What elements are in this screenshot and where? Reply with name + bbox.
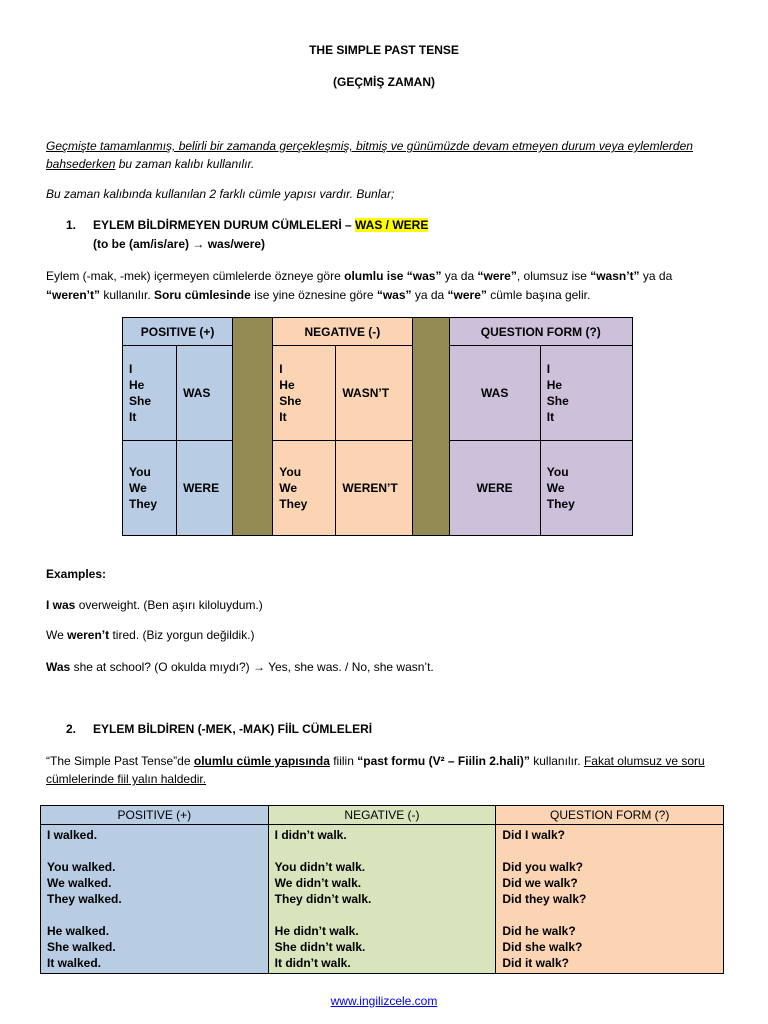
desc-part: kullanılır. (529, 754, 584, 768)
example-1 (46, 598, 263, 612)
section2-heading: EYLEM BİLDİREN (-MEK, -MAK) FİİL CÜMLELERİ (93, 722, 373, 736)
page-subtitle: (GEÇMİŞ ZAMAN) (333, 75, 435, 89)
desc-part: Eylem (-mak, -mek) içermeyen cümlelerde özneye göre (46, 269, 345, 283)
pronoun: She (279, 394, 302, 408)
examples-label: Examples: (46, 567, 107, 581)
pronoun: They (546, 497, 575, 511)
desc-part: , olumsuz ise (516, 269, 591, 283)
sentence: They didn’t walk. (274, 892, 372, 906)
sentence: It didn’t walk. (274, 956, 351, 970)
pronoun-cell (273, 346, 336, 441)
header-positive: POSITIVE (+) (123, 318, 233, 346)
section2-number: 2. (66, 722, 77, 736)
desc-part: “weren’t” (46, 288, 101, 302)
section1-number: 1. (66, 218, 77, 232)
header-negative: NEGATIVE (-) (273, 318, 412, 346)
sentence: Did they walk? (502, 892, 587, 906)
sentence: She didn’t walk. (274, 940, 366, 954)
separator-column (233, 318, 273, 536)
desc-part: “were” (477, 269, 517, 283)
example-part: tired. (Biz yorgun değildik.) (109, 628, 255, 642)
pronoun-cell (123, 346, 177, 441)
pronoun: I (129, 362, 133, 376)
sentence: He didn’t walk. (274, 924, 359, 938)
sentence: She walked. (47, 940, 116, 954)
sentence: I walked. (47, 828, 98, 842)
pronoun: It (129, 410, 137, 424)
example-part: I was (46, 598, 76, 612)
sentence: Did he walk? (502, 924, 576, 938)
desc-part: kullanılır. (100, 288, 155, 302)
header-question: QUESTION FORM (?) (449, 318, 632, 346)
pronoun: You (546, 465, 569, 479)
sentence: You walked. (47, 860, 116, 874)
sentence: Did you walk? (502, 860, 583, 874)
intro-underlined: Geçmişte tamamlanmış, belirli bir zamanda gerçekleşmiş, bitmiş ve günümüzde devam etmeyen durum veya eylemlerden bahsederken (46, 139, 693, 171)
verb-cell: WERE (177, 441, 233, 536)
verb-cell: WAS (177, 346, 233, 441)
header-positive: POSITIVE (+) (41, 806, 269, 825)
desc-part: ya da (411, 288, 448, 302)
desc-part: olumlu cümle yapısında (193, 754, 330, 768)
pronoun: I (546, 362, 551, 376)
desc-part: cümle başına gelir. (486, 288, 591, 302)
header-negative: NEGATIVE (-) (268, 806, 496, 825)
sentence: They walked. (47, 892, 122, 906)
walk-table (40, 805, 724, 974)
pronoun-cell (540, 441, 632, 536)
pronoun: He (546, 378, 563, 392)
desc-part: ise yine öznesine göre (250, 288, 377, 302)
example-3 (46, 660, 434, 674)
pronoun: We (129, 481, 147, 495)
intro-paragraph (46, 137, 726, 173)
intro-rest: bu zaman kalıbı kullanılır. (115, 157, 255, 171)
desc-part: ya da (441, 269, 478, 283)
sentence: It walked. (47, 956, 102, 970)
desc-part: “were” (447, 288, 487, 302)
sentence: We didn’t walk. (274, 876, 362, 890)
desc-part: “wasn’t” (590, 269, 640, 283)
pronoun: They (279, 497, 308, 511)
question-column (496, 825, 724, 974)
verb-cell: WERE (449, 441, 540, 536)
section1-description (46, 267, 726, 305)
pronoun: I (279, 362, 283, 376)
example-part: overweight. (Ben aşırı kiloluydum.) (75, 598, 263, 612)
pronoun: She (129, 394, 152, 408)
sentence: Did we walk? (502, 876, 578, 890)
section1-sub: (to be (am/is/are) → was/were) (93, 237, 266, 251)
sentence: Did I walk? (502, 828, 565, 842)
negative-column (268, 825, 496, 974)
pronoun: It (546, 410, 555, 424)
header-question: QUESTION FORM (?) (496, 806, 724, 825)
desc-part: ya da (639, 269, 673, 283)
pronoun: He (129, 378, 145, 392)
desc-part: fiilin (329, 754, 358, 768)
pronoun-cell (540, 346, 632, 441)
desc-part: “past formu (V² – Fiilin 2.hali)” (357, 754, 530, 768)
footer-website-link[interactable]: www.ingilizcele.com (330, 994, 438, 1008)
was-were-table (122, 317, 633, 536)
pronoun: She (546, 394, 569, 408)
example-part: We (46, 628, 68, 642)
section1-heading (93, 218, 428, 232)
pronoun: He (279, 378, 295, 392)
pronoun: We (546, 481, 565, 495)
desc-part: Fakat olumsuz ve soru cümlelerinde fiil yalın haldedir. (46, 754, 705, 786)
verb-cell: WEREN’T (336, 441, 412, 536)
pronoun: We (279, 481, 298, 495)
verb-cell: WASN’T (336, 346, 412, 441)
page-title: THE SIMPLE PAST TENSE (309, 43, 459, 57)
pronoun: You (129, 465, 151, 479)
sentence: He walked. (47, 924, 110, 938)
sentence: I didn’t walk. (274, 828, 347, 842)
example-part: she at school? (O okulda mıydı?) → Yes, she was. / No, she wasn’t. (70, 660, 434, 674)
example-part: weren’t (67, 628, 110, 642)
section2-description (46, 752, 726, 788)
desc-part: Soru cümlesinde (154, 288, 251, 302)
sentence: You didn’t walk. (274, 860, 366, 874)
pronoun: It (279, 410, 287, 424)
pronoun-cell (123, 441, 177, 536)
desc-part: olumlu ise “was” (344, 269, 442, 283)
sentence: Did it walk? (502, 956, 569, 970)
example-part: Was (46, 660, 71, 674)
positive-column (41, 825, 269, 974)
pronoun-cell (273, 441, 336, 536)
section1-heading-text: EYLEM BİLDİRMEYEN DURUM CÜMLELERİ – (93, 218, 356, 232)
section1-highlight: WAS / WERE (355, 218, 429, 232)
pronoun: They (129, 497, 158, 511)
sentence: Did she walk? (502, 940, 583, 954)
verb-cell: WAS (449, 346, 540, 441)
separator-column (412, 318, 449, 536)
example-2 (46, 628, 255, 642)
desc-part: “The Simple Past Tense”de (46, 754, 194, 768)
intro-second: Bu zaman kalıbında kullanılan 2 farklı cümle yapısı vardır. Bunlar; (46, 187, 395, 201)
sentence: We walked. (47, 876, 112, 890)
desc-part: “was” (376, 288, 412, 302)
pronoun: You (279, 465, 302, 479)
